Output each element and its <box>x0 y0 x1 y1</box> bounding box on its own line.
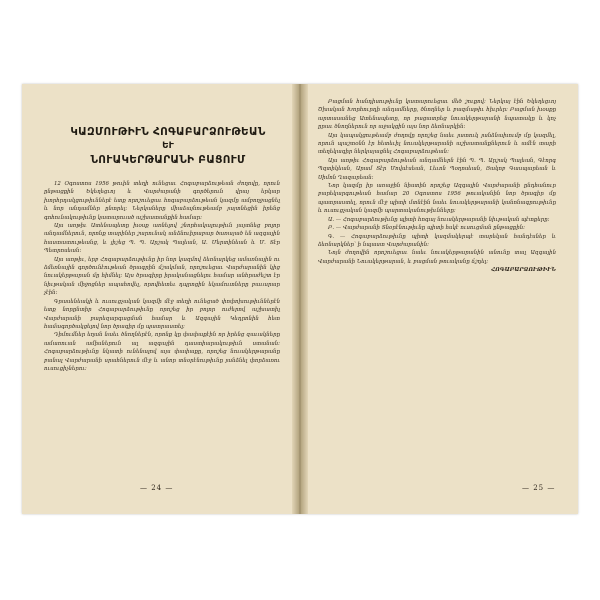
paragraph: 12 Օգոստոս 1956 թուին տեղի ունեցաւ Հոգաբարձութեան ժողովը, որուն ընթացքին Եկեղեցւոյ և Վարժարանի գործերուն վրայ երկար խորհրդակցութիւններէ ետք որոշուեցաւ հոգաբարձութեան կազմը ամբողջացնել և նոր անդամներ ընտրել։ Ներկաները միաձայնութեամբ յայտնեցին իրենց գոհունակութիւնը կատարուած աշխատանքին համար։ <box>44 181 280 221</box>
signature: ՀՈԳԱԲԱՐՁՈՒԹԻՒՆ <box>491 267 556 274</box>
book-spread <box>22 84 578 514</box>
page-number-right: — 25 — <box>522 484 556 492</box>
right-page <box>302 84 578 514</box>
heading-line-2: ԵՒ <box>162 141 174 151</box>
right-page-body <box>318 98 556 275</box>
list-item: Ա. — Հոգաբարձութիւնը պիտի հոգայ նուակերթարանի նիւթական պէտքերը։ <box>328 216 550 223</box>
paragraph: Այս առթիւ Հոգաբարձութեան անդամներն էին Պ. Պ. Արշակ Պալեան, Գէորգ Պզտիկեան, Արամ Տէր Մովսէսեան, Լեւոն Պօղոսեան, Յակոբ Գասպարեան և Սիմոն Ղազարեան։ <box>318 157 556 181</box>
chapter-heading <box>68 126 268 166</box>
list-item: Բ. — Վարժարանի Տնօրէնութիւնը պիտի հսկէ ուսուցման ընթացքին։ <box>328 225 526 232</box>
page-number-left: — 24 — <box>140 484 174 492</box>
left-page-body <box>44 180 280 373</box>
list-item: Գ. — Հոգաբարձութիւնը պիտի կազմակերպէ տարեկան հանդէսներ և ձեռնարկներ՝ ի նպաստ Վարժարանին։ <box>318 233 556 248</box>
paragraph: Այս առթիւ Ատենապետը խօսք առնելով շնորհակալութիւն յայտնեց բոլոր անդամներուն, որոնք տարիներ շարունակ անձնուիրաբար ծառայած են ազգային հաստատութեանց, և յիշեց Պ. Պ. Արշակ Պալեան, Ա. Մերտինեան և Մ. Տէր Պետրոսեան։ <box>44 223 280 255</box>
paragraph: Նոյն ժողովին որոշուեցաւ նաեւ նուակերթարանին անունը տալ Ազգային Վարժարանի Նուակերթարան, և բացման թուականը ճշդել։ <box>318 250 556 265</box>
heading-line-1: ԿԱԶՄՈՒԹԻՒՆ ՀՈԳԱԲԱՐՁՈՒԹԵԱՆ <box>70 126 266 138</box>
paragraph: Նոր կազմը իր առաջին նիստին որոշեց Ազգային Վարժարանի ընդհանուր բարեկարգութեան համար 20 Օգոստոս 1956 թուականին նոր ծրագիր մը պատրաստել, որուն մէջ պիտի մտնէին նաեւ նուակերթարանի կանոնագրութիւնը և ուսուցչական կազմի պարտականութիւնները։ <box>318 183 556 215</box>
paragraph: Այս առթիւ, երբ Հոգաբարձութիւնը իր նոր կազմով ձեռնարկեց ամառնային ու ձմեռնային գործունէութեան ծրագրին մշակման, որոշուեցաւ Վարժարանին կից նուակերթարան մը հիմնել։ Այս ծրագիրը իրականացնելու համար անհրաժեշտ էր նիւթական միջոցներ ապահովել, որովհետեւ դպրոցին եկամուտները բաւարար չէին։ <box>44 256 280 297</box>
paragraph: Դիմումներ եղան նաեւ ծնողներէն, որոնք կը փափաքէին որ իրենց զաւակները ամառուան ամիսներուն ալ ազգային դաստիարակութիւն ստանան։ Հոգաբարձութիւնը նկատի ունենալով այս փափաքը, որոշեց նուակերթարանը բանալ Վարժարանի սրահներուն մէջ և անոր տնօրէնութիւնը յանձնել փորձառու ուսուցիչներու։ <box>44 332 280 372</box>
paragraph: Բացման հանդիսութիւնը կատարուեցաւ մեծ շուքով։ Ներկայ էին Եկեղեցւոյ Ծխական Խորհուրդի անդամները, ծնողներ և բազմաթիւ հիւրեր։ Բացման խօսքը արտասանեց Ատենապետը, որ բացատրեց նուակերթարանի նպատակը և կոչ ըրաւ ծնողներուն որ աջակցին այս նոր ձեռնարկին։ <box>318 99 556 131</box>
paragraph: Գրասենեակի և ուսուցչական կազմի մէջ տեղի ունեցած փոփոխութիւններէն ետք նորընտիր Հոգաբարձութիւնը որոշեց իր բոլոր ուժերով աշխատիլ Վարժարանի բարեզարգացման համար և Ազգային Կեդրոնին հետ համագործակցելով նոր ծրագիր մը պատրաստել։ <box>44 298 280 330</box>
paragraph: Այս կապակցութեամբ ժողովը որոշեց նաեւ յատուկ յանձնախումբ մը կազմել, որուն պաշտօնն էր հետեւիլ նուակերթարանի աշխատանքներուն և ամէն տարի տեղեկագիր ներկայացնել Հոգաբարձութեան։ <box>318 132 556 156</box>
heading-line-3: ՆՈՒԱԿԵՐԹԱՐԱՆԻ ԲԱՑՈՒՄ <box>90 154 246 166</box>
left-page <box>22 84 298 514</box>
